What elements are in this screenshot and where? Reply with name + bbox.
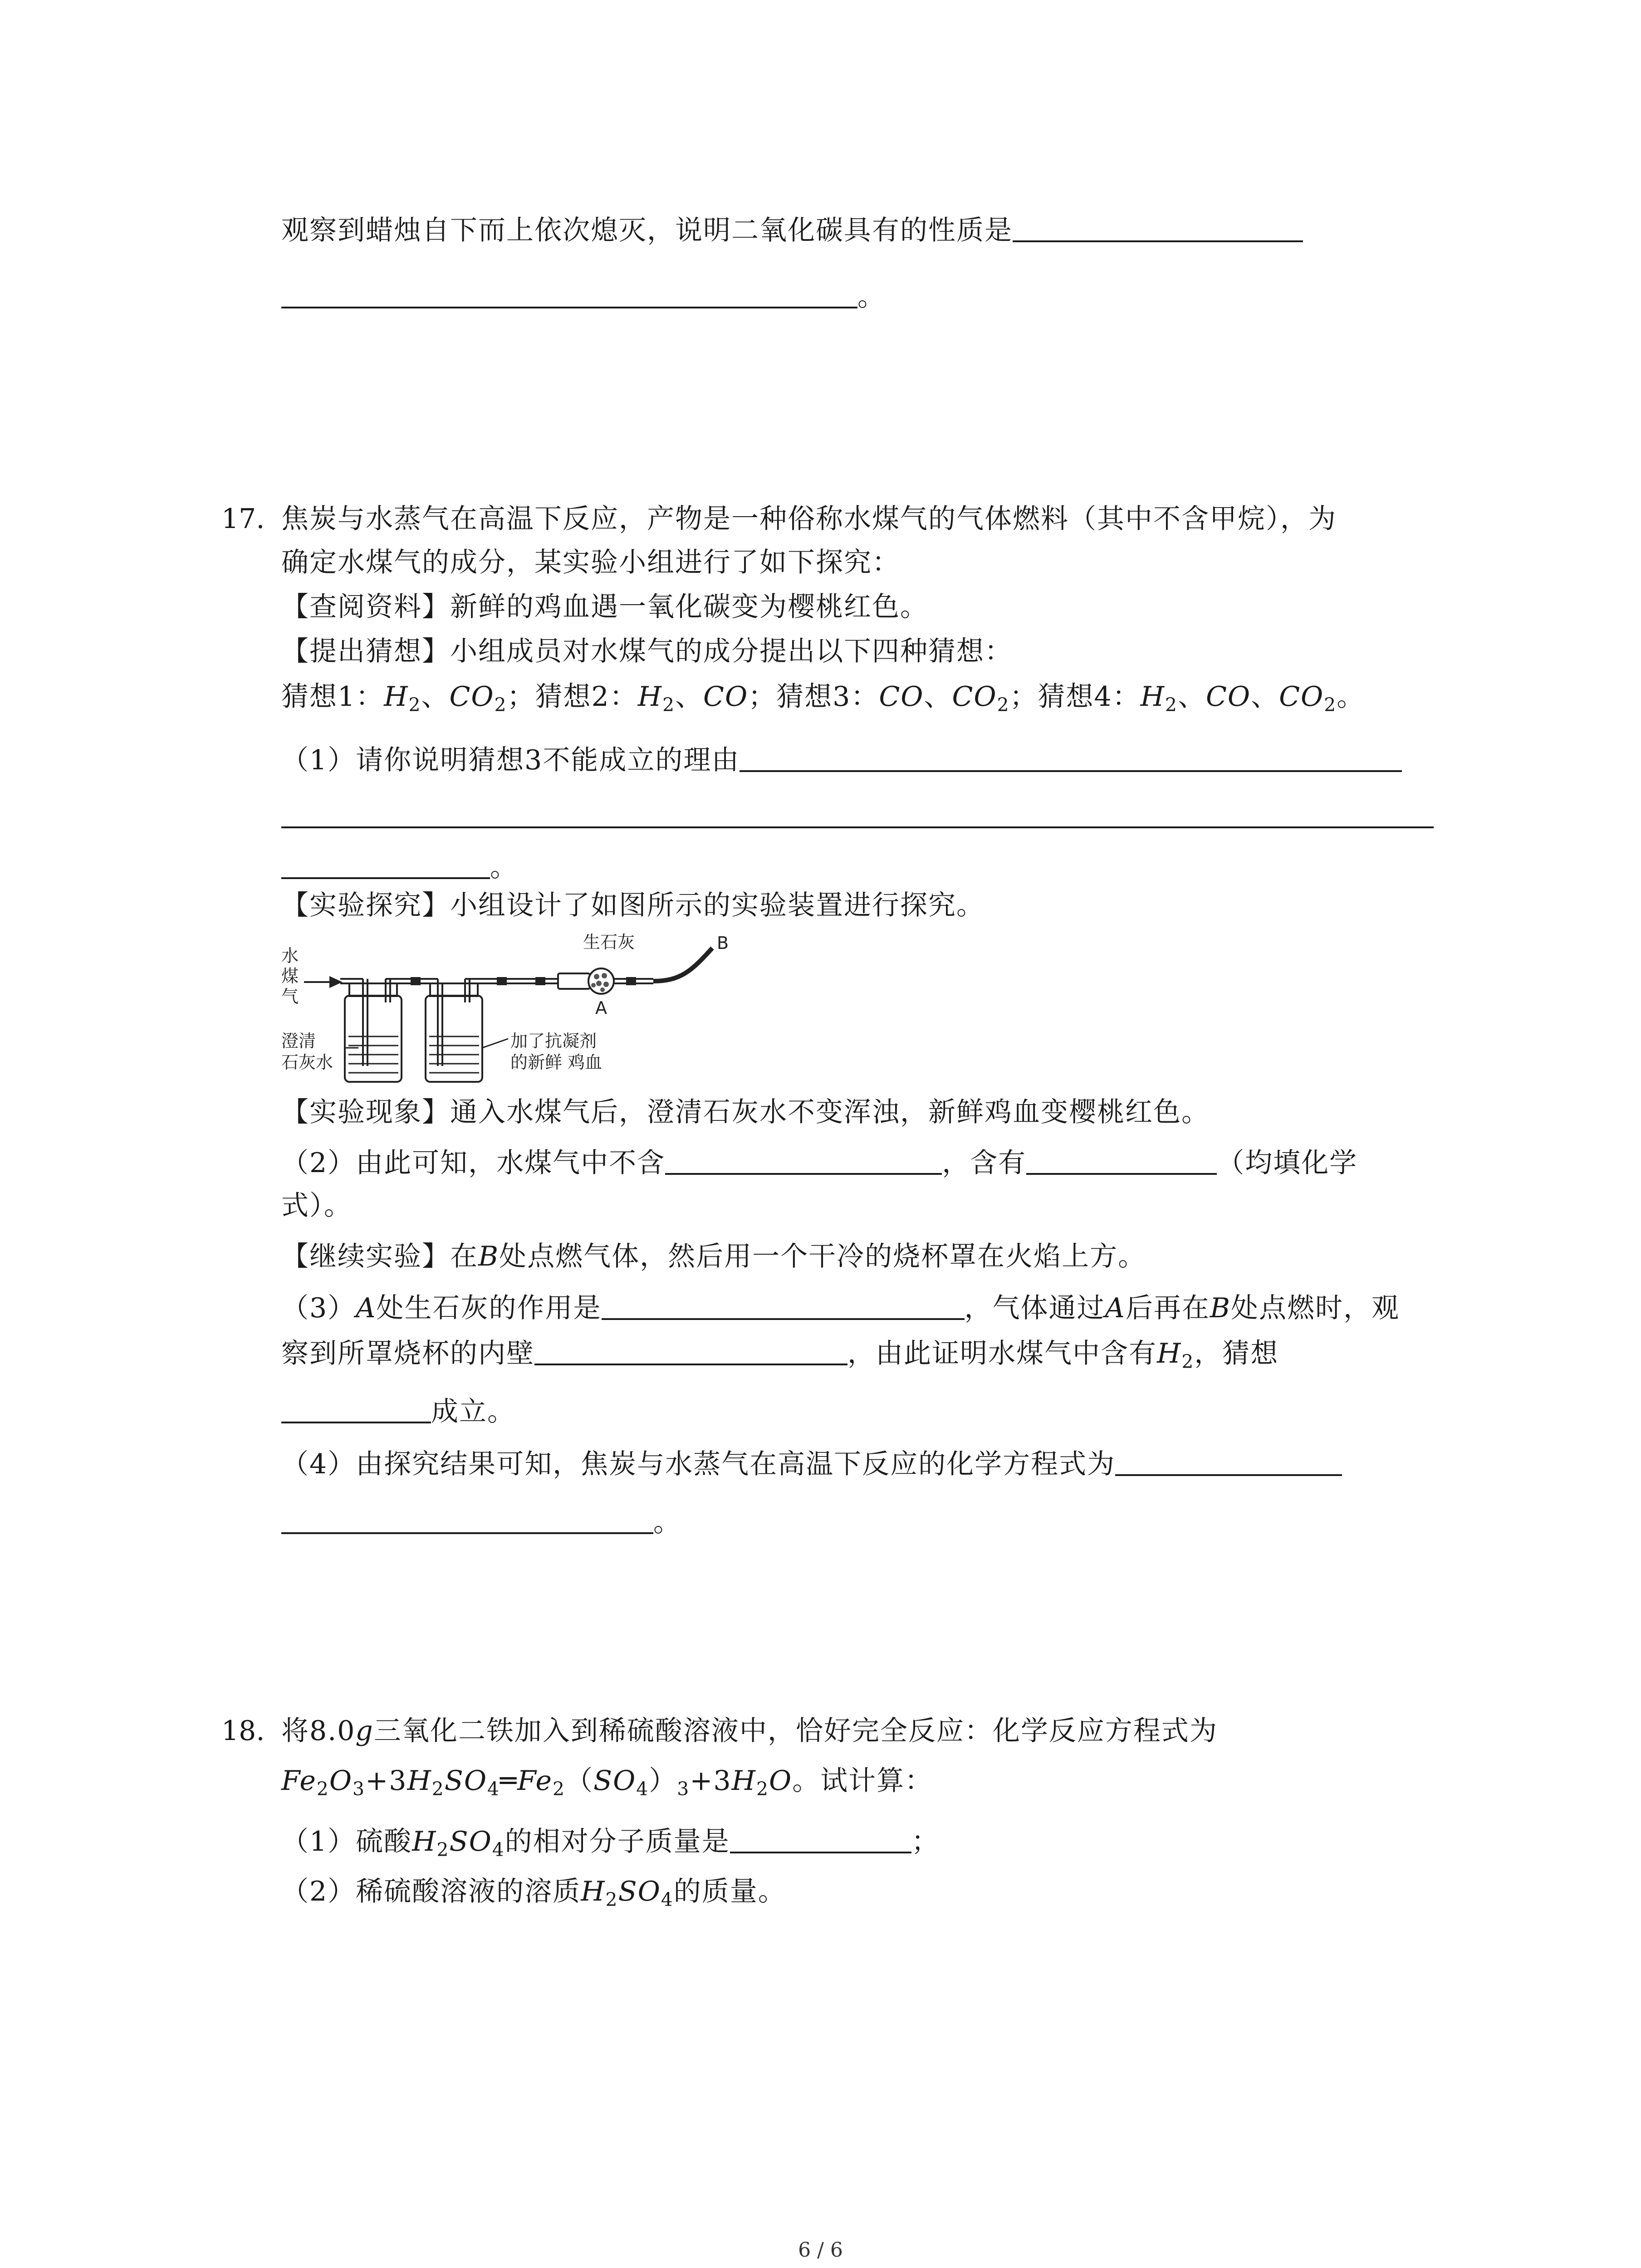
answer-blank[interactable] (281, 279, 857, 308)
question-number: 18. (221, 1715, 265, 1747)
apparatus-figure (281, 930, 744, 1093)
answer-blank[interactable] (740, 743, 1402, 772)
q17-part3-line2: 察到所罩烧杯的内壁 ，由此证明水煤气中含有$H_2$，猜想 (281, 1335, 1279, 1372)
q17-hypothesis: 【提出猜想】小组成员对水煤气的成分提出以下四种猜想： (281, 635, 1013, 667)
q17-phenomenon: 【实验现象】通入水煤气后，澄清石灰水不变浑浊，新鲜鸡血变樱桃红色。 (281, 1096, 1210, 1128)
bottle1-label-1: 澄清 (281, 1031, 316, 1051)
q17-part4-line2: 。 (281, 1504, 681, 1540)
q17-part1-line3: 。 (281, 849, 518, 885)
answer-blank[interactable] (281, 850, 490, 879)
point-a-label: A (595, 998, 607, 1018)
q18-part2: （2）稀硫酸溶液的溶质$H_2SO_4$的质量。 (281, 1876, 786, 1911)
q17-intro-line2: 确定水煤气的成分，某实验小组进行了如下探究： (281, 547, 900, 578)
question-number: 17. (221, 503, 265, 535)
q17-guesses: 猜想1：$H_2$、$CO_2$；猜想2：$H_2$、CO；猜想3：CO、$CO_2$；猜想4：$H_2$、CO、$CO_2$。 (281, 681, 1365, 716)
bottle2-label-2: 的新鲜 鸡血 (510, 1052, 603, 1072)
q17-continue: 【继续实验】在B处点燃气体，然后用一个干冷的烧杯罩在火焰上方。 (281, 1241, 1146, 1272)
answer-blank[interactable] (665, 1146, 942, 1175)
answer-blank[interactable] (602, 1291, 965, 1320)
answer-blank[interactable] (534, 1336, 847, 1365)
inlet-label-2: 煤 (281, 966, 299, 986)
bottle2-label-1: 加了抗凝剂 (510, 1031, 597, 1051)
answer-blank[interactable] (281, 799, 1434, 828)
answer-blank[interactable] (1013, 213, 1303, 242)
q16-tail-line1: 观察到蜡烛自下而上依次熄灭，说明二氧化碳具有的性质是 (281, 212, 1303, 249)
q18-intro: 将8.0g三氧化二铁加入到稀硫酸溶液中，恰好完全反应：化学反应方程式为 (281, 1715, 1218, 1747)
q18-equation: $Fe_2O_3+3H_2SO_4═Fe_2(SO_4)_3+3H_2O$。试计算： (281, 1765, 933, 1800)
q17-part3-line3: 成立。 (281, 1393, 515, 1430)
inlet-label-1: 水 (281, 946, 299, 966)
answer-blank[interactable] (1115, 1447, 1342, 1476)
q17-research: 【查阅资料】新鲜的鸡血遇一氧化碳变为樱桃红色。 (281, 591, 928, 623)
q17-part3: （3）A处生石灰的作用是 ，气体通过A后再在B处点燃时，观 (281, 1290, 1400, 1326)
q17-intro-line1: 焦炭与水蒸气在高温下反应，产物是一种俗称水煤气的气体燃料（其中不含甲烷），为 (281, 503, 1337, 535)
answer-blank[interactable] (1026, 1146, 1217, 1175)
inlet-label-3: 气 (281, 987, 299, 1007)
q17-part2: （2）由此可知，水煤气中不含 ，含有 （均填化学 (281, 1145, 1357, 1181)
point-b-label: B (717, 933, 729, 953)
bottle1-label-2: 石灰水 (281, 1052, 333, 1072)
answer-blank[interactable] (730, 1824, 911, 1853)
q17-part1: （1）请你说明猜想3不能成立的理由 (281, 742, 1402, 778)
q16-tail-line2: 。 (281, 279, 886, 315)
quicklime-label: 生石灰 (583, 932, 635, 952)
q17-part4: （4）由探究结果可知，焦炭与水蒸气在高温下反应的化学方程式为 (281, 1446, 1342, 1482)
q18-part1: （1）硫酸$H_2SO_4$的相对分子质量是 ； (281, 1823, 940, 1860)
q17-part1-line2 (281, 798, 1434, 835)
answer-blank[interactable] (281, 1394, 431, 1423)
q17-experiment: 【实验探究】小组设计了如图所示的实验装置进行探究。 (281, 890, 985, 921)
answer-blank[interactable] (281, 1505, 653, 1534)
q17-part2-line2: 式）。 (281, 1190, 352, 1222)
page-number: 6 / 6 (798, 2239, 843, 2262)
